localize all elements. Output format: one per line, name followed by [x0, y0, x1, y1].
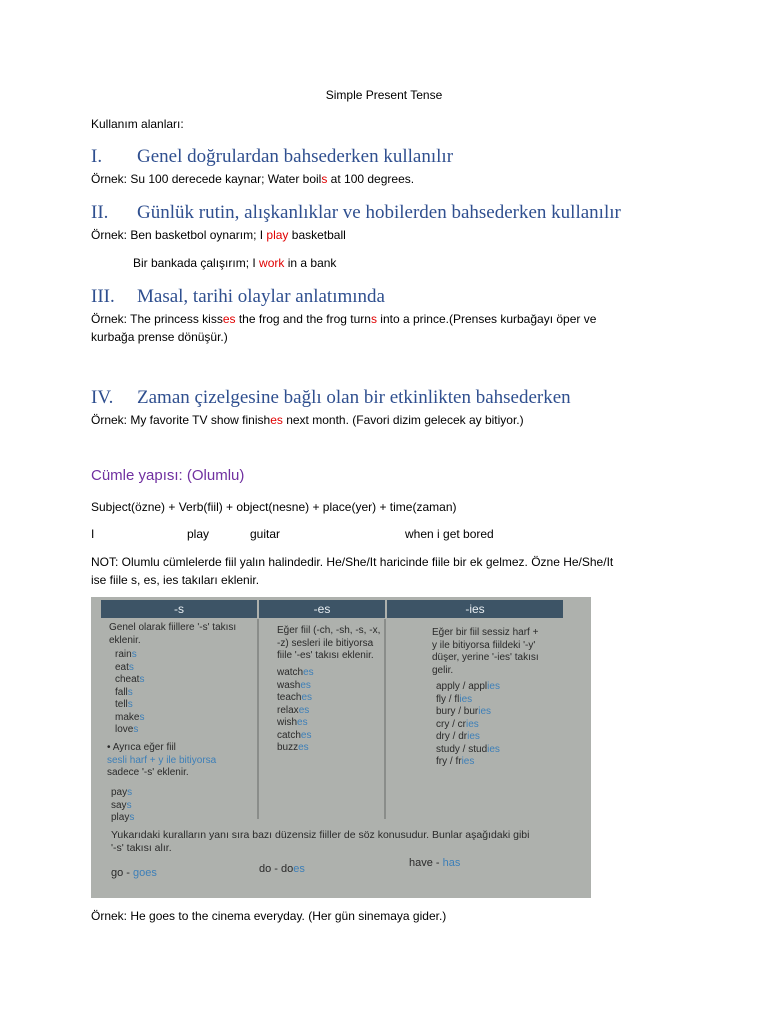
photo-footer: Yukarıdaki kuralların yanı sıra bazı düzensiz fiiller de söz konusudur. Bunlar aşağıdaki gibi '-s' takısı alır. — [111, 829, 530, 854]
structure-heading: Cümle yapısı: (Olumlu) — [91, 467, 245, 484]
col3-desc: Eğer bir fiil sessiz harf + y ile bitiyorsa fiildeki '-y' düşer, yerine '-ies' takısı gelir. — [432, 627, 539, 676]
section-example-2b: Bir bankada çalışırım; I work in a bank — [133, 256, 337, 270]
formula-object: guitar — [250, 527, 281, 541]
word-item: relaxes — [277, 704, 310, 716]
word-item: cheats — [115, 674, 145, 685]
word-item: apply / applies — [436, 681, 500, 692]
col1-words2 — [111, 787, 134, 825]
col-header-es: -es — [259, 600, 385, 618]
textbook-photo — [91, 597, 591, 898]
word-item: makes — [115, 711, 145, 723]
word-item: eats — [115, 661, 134, 673]
word-item: rains — [115, 649, 137, 660]
irregular-go: go - goes — [111, 867, 157, 879]
section-example-2: Örnek: Ben basketbol oynarım; I play basketball — [91, 228, 346, 242]
word-item: cry / cries — [436, 718, 479, 730]
word-item: loves — [115, 724, 139, 735]
word-item: pays — [111, 787, 133, 798]
irregular-have: have - has — [409, 857, 461, 869]
word-item: says — [111, 799, 132, 811]
word-item: watches — [277, 667, 314, 678]
word-item: dry / dries — [436, 731, 480, 742]
section-heading-4: IV. Zaman çizelgesine bağlı olan bir etkinlikten bahsederken — [91, 387, 571, 408]
word-item: tells — [115, 699, 133, 710]
word-item: teaches — [277, 692, 313, 703]
word-item: fly / flies — [436, 693, 473, 705]
word-item: plays — [111, 812, 135, 823]
section-example-3-line2: kurbağa prense dönüşür.) — [91, 330, 228, 344]
word-item: study / studies — [436, 743, 500, 755]
formula-verb: play — [187, 527, 210, 541]
col3-words — [436, 681, 500, 769]
word-item: washes — [277, 679, 311, 691]
formula-subject: I — [91, 527, 95, 541]
word-item: catches — [277, 729, 312, 741]
formula: Subject(özne) + Verb(fiil) + object(nesne) + place(yer) + time(zaman) — [91, 500, 457, 514]
final-example: Örnek: He goes to the cinema everyday. (Her gün sinemaya gider.) — [91, 909, 447, 923]
usage-label: Kullanım alanları: — [91, 117, 184, 131]
col2-words — [277, 667, 314, 755]
word-item: falls — [115, 686, 133, 698]
note-line-1: NOT: Olumlu cümlelerde fiil yalın halindedir. He/She/It haricinde fiile bir ek gelmez. Özne He/She/It — [91, 555, 614, 569]
section-heading-1: I. Genel doğrulardan bahsederken kullanılır — [91, 146, 454, 167]
word-item: fry / fries — [436, 756, 475, 767]
col1-desc: Genel olarak fiillere '-s' takısı eklenir. — [109, 622, 237, 646]
section-heading-2: II. Günlük rutin, alışkanlıklar ve hobilerden bahsederken kullanılır — [91, 202, 621, 223]
column-divider — [257, 619, 259, 819]
section-example-4: Örnek: My favorite TV show finishes next month. (Favori dizim gelecek ay bitiyor.) — [91, 413, 524, 427]
word-item: buzzes — [277, 742, 309, 753]
irregular-do: do - does — [259, 863, 305, 875]
formula-time: when i get bored — [405, 527, 494, 541]
note-line-2: ise fiile s, es, ies takıları eklenir. — [91, 573, 260, 587]
col-header-ies: -ies — [387, 600, 563, 618]
col1-bullet: • Ayrıca eğer fiil sesli harf + y ile bitiyorsa sadece '-s' eklenir. — [107, 742, 217, 778]
section-example-1: Örnek: Su 100 derecede kaynar; Water boils at 100 degrees. — [91, 172, 415, 186]
section-example-3: Örnek: The princess kisses the frog and the frog turns into a prince.(Prenses kurbağayı öper ve — [91, 312, 597, 326]
page-title: Simple Present Tense — [325, 88, 443, 102]
section-heading-3: III. Masal, tarihi olaylar anlatımında — [91, 286, 385, 307]
col2-desc: Eğer fiil (-ch, -sh, -s, -x, -z) sesleri ile bitiyorsa fiile '-es' takısı eklenir. — [277, 625, 381, 661]
column-divider — [384, 619, 386, 819]
col-header-s: -s — [101, 600, 257, 618]
col1-words — [115, 649, 144, 737]
word-item: bury / buries — [436, 706, 492, 717]
word-item: wishes — [277, 717, 308, 728]
